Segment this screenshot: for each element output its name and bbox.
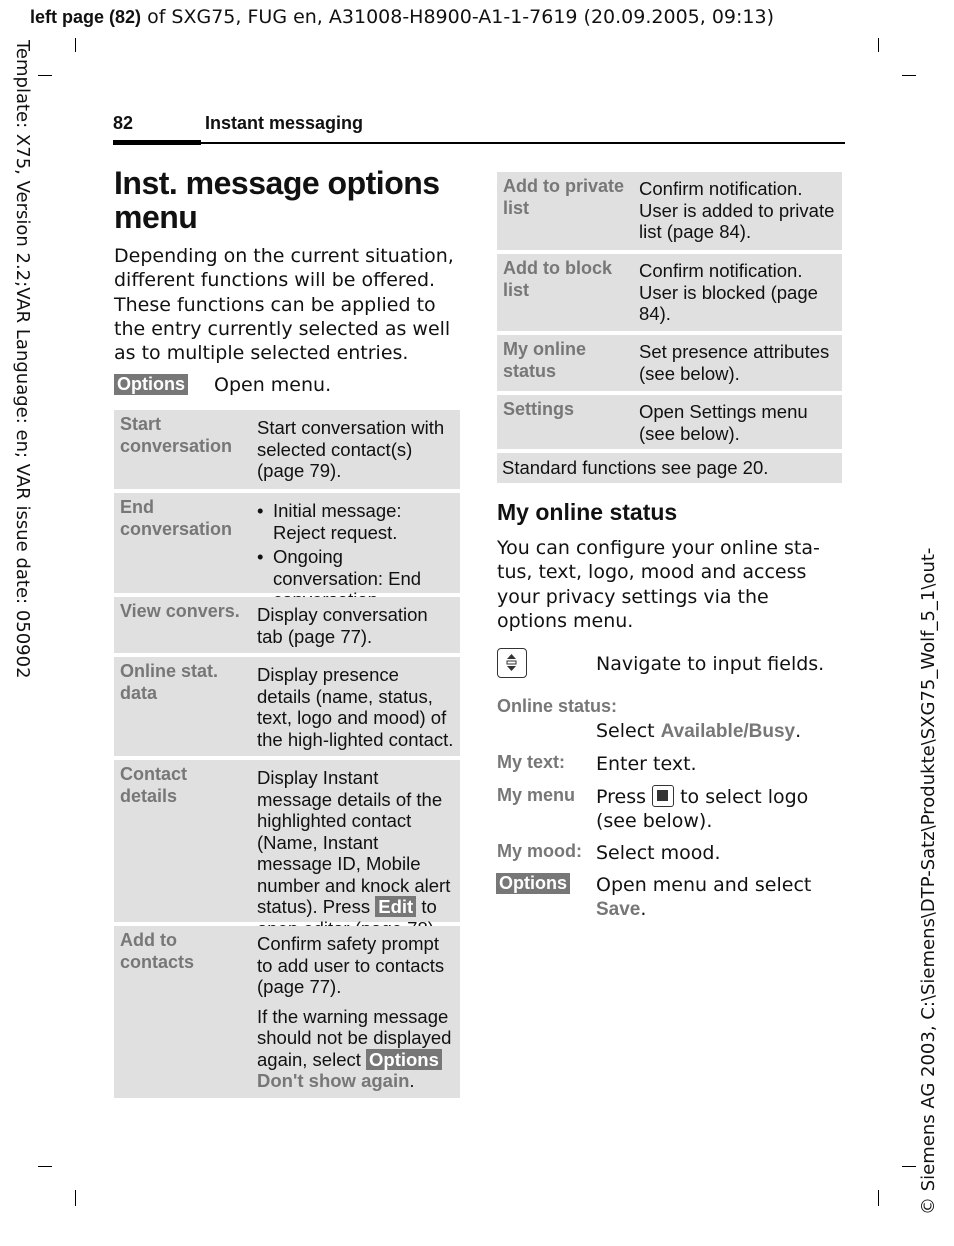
table-row [114,493,460,593]
options-table-left [114,410,460,1102]
options-description: Open menu. [214,374,332,396]
option-description-text [257,1006,455,1092]
option-name: Add to contacts [120,930,195,972]
table-row [497,172,842,250]
template-side-note [12,40,36,679]
option-description: Open Settings menu (see below). [639,401,808,444]
online-status-text [596,719,801,744]
crop-mark [902,75,916,76]
option-name: Contact details [120,764,187,806]
option-description: Display presence details (name, status, text, logo and mood) of the high-lighted contact. [257,664,454,750]
my-text-instruction: Enter text. [596,753,697,775]
option-description-text: Confirm safety prompt to add user to contacts (page 77). [257,933,445,997]
warning-text: If the warning message should not be displayed again, select [257,1005,452,1070]
table-row [497,254,842,331]
template-side-text: Template: X75, Version 2.2;VAR Language: en; VAR issue date: 050902 [12,40,33,679]
page-number: 82 [113,113,134,133]
table-row [497,395,842,449]
section-paragraph: You can configure your online sta-tus, text, logo, mood and access your privacy settings via the options menu. [497,537,820,632]
crop-mark [75,1190,76,1206]
page-title: Inst. message options menu [114,165,440,235]
my-menu-text: to select logo (see below). [596,786,809,833]
online-status-instruction: Select [596,720,661,742]
option-name: Online stat. data [120,661,219,703]
crop-mark [38,75,52,76]
crop-mark [878,38,879,52]
copyright-side-note: © Siemens AG 2003, C:\Siemens\DTP-Satz\Produkte\SXG75_Wolf_5_1\out- [918,547,939,1215]
option-description [257,767,455,939]
options-softkey: Options [496,873,570,894]
my-menu-text: Press [596,786,653,808]
intro-paragraph: Depending on the current situation, different functions will be offered. These functions can be applied to the entry currently selected as well as to multiple selected entries. [114,245,454,365]
punctuation: . [795,720,802,742]
list-item: • Ongoing conversation: End [257,546,457,611]
my-text-label: My text: [497,752,566,772]
option-name: Add to private list [503,176,625,218]
navigate-text: Navigate to input fields. [596,653,825,675]
section-title: Instant messaging [205,113,364,133]
punctuation: . [640,898,647,921]
standard-functions-text: Standard functions see page 20. [502,457,769,478]
crop-mark [878,1190,879,1206]
options-softkey-inline: Options [366,1049,442,1070]
bullet-list [257,500,457,611]
option-description-text: to [421,896,437,917]
punctuation: . [409,1070,415,1091]
save-reference: Save [596,899,641,921]
crop-mark [75,38,76,52]
option-description: Confirm notification. User is added to private list (page 84). [639,178,835,242]
table-row [114,597,460,653]
table-row [114,926,460,1098]
header-rule-accent [113,140,201,145]
option-description: Set presence attributes (see below). [639,341,830,384]
navigation-key-icon [497,648,527,678]
table-row [114,657,460,756]
options-table-right [497,172,842,487]
table-row [114,760,460,922]
online-status-label: Online status: [497,696,618,716]
menu-item-reference: Don't show again [257,1070,410,1091]
standard-functions-row [497,453,842,483]
option-description: Display conversation tab (page 77). [257,604,428,647]
option-description [257,933,455,1092]
options-instruction [596,873,836,923]
edit-softkey: Edit [375,896,416,917]
centre-key-icon [652,785,674,807]
option-name: End conversation [120,497,233,539]
my-menu-label: My menu [497,785,576,805]
option-name: Settings [503,399,575,419]
print-header-line [30,6,774,28]
option-name: My online status [503,339,587,381]
option-description-text: Display Instant message details of the highlighted contact (Name, Instant message ID, Mobile number and knock alert status). Press [257,767,451,917]
print-header-text: of SXG75, FUG en, A31008-H8900-A1-1-7619 (20.09.2005, 09:13) [141,6,774,28]
header-rule [113,142,845,144]
crop-mark [38,1166,52,1167]
section-heading: My online status [497,499,678,525]
table-row [497,335,842,391]
table-row [114,410,460,489]
list-item: • Initial message: Reject request. [257,500,457,543]
option-name: Add to block list [503,258,612,300]
my-mood-instruction: Select mood. [596,842,721,864]
my-mood-label: My mood: [497,841,582,861]
options-softkey: Options [114,374,188,395]
my-menu-instruction [596,785,836,834]
options-text: Open menu and select [596,874,812,896]
option-name: Start conversation [120,414,233,456]
option-description: Confirm notification. User is blocked (page 84). [639,260,818,324]
crop-mark [902,1166,916,1167]
status-values: Available/Busy [660,721,796,742]
option-name: View convers. [120,601,240,621]
option-description: Start conversation with selected contact(s) (page 79). [257,417,445,481]
navigation-arrows-icon [498,649,525,676]
print-header-bold: left page (82) [30,7,142,27]
